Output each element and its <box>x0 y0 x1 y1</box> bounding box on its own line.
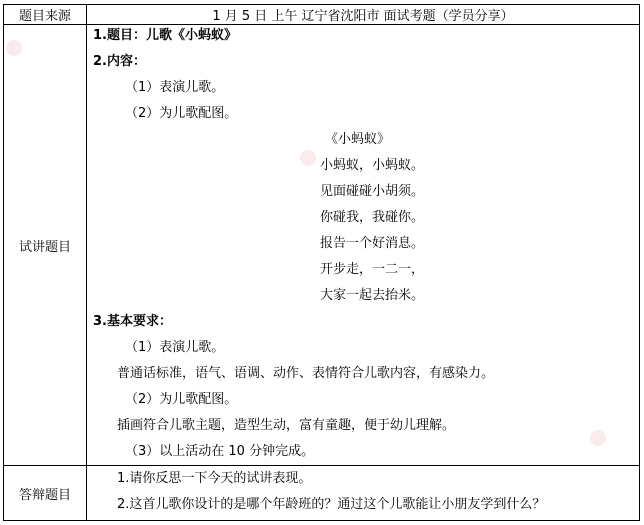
source-value: 1 月 5 日 上午 辽宁省沈阳市 面试考题（学员分享） <box>87 5 640 25</box>
exam-table <box>3 4 640 521</box>
lecture-title: 1.题目：儿歌《小蚂蚁》 <box>93 28 237 43</box>
defense-label: 答辩题目 <box>4 466 87 521</box>
defense-content <box>87 466 640 521</box>
requirement-item: （2）为儿歌配图。 <box>125 392 238 407</box>
lecture-label: 试讲题目 <box>4 25 87 466</box>
requirement-item: 普通话标准，语气、语调、动作、表情符合儿歌内容，有感染力。 <box>117 366 495 381</box>
lecture-content <box>87 25 640 466</box>
requirement-item: 插画符合儿歌主题，造型生动，富有童趣，便于幼儿理解。 <box>117 418 456 433</box>
lecture-row <box>4 25 640 466</box>
poem-line: 开步走，一二一， <box>320 262 425 277</box>
requirement-item: （3）以上活动在 10 分钟完成。 <box>125 444 315 459</box>
content-heading: 2.内容： <box>93 54 146 69</box>
defense-row <box>4 466 640 521</box>
poem-line: 大家一起去抬米。 <box>320 288 425 303</box>
defense-question: 2.这首儿歌你设计的是哪个年龄班的？通过这个儿歌能让小朋友学到什么？ <box>117 497 546 512</box>
content-item: （2）为儿歌配图。 <box>125 106 238 121</box>
poem-line: 你碰我，我碰你。 <box>320 210 425 225</box>
source-row <box>4 5 640 25</box>
defense-question: 1.请你反思一下今天的试讲表现。 <box>117 471 312 486</box>
poem-title: 《小蚂蚁》 <box>325 132 391 147</box>
poem-line: 见面碰碰小胡须。 <box>320 184 425 199</box>
source-label: 题目来源 <box>4 5 87 25</box>
content-item: （1）表演儿歌。 <box>125 80 225 95</box>
poem-line: 小蚂蚁，小蚂蚁。 <box>320 158 425 173</box>
requirement-item: （1）表演儿歌。 <box>125 340 225 355</box>
requirements-heading: 3.基本要求： <box>93 314 172 329</box>
poem-line: 报告一个好消息。 <box>320 236 425 251</box>
